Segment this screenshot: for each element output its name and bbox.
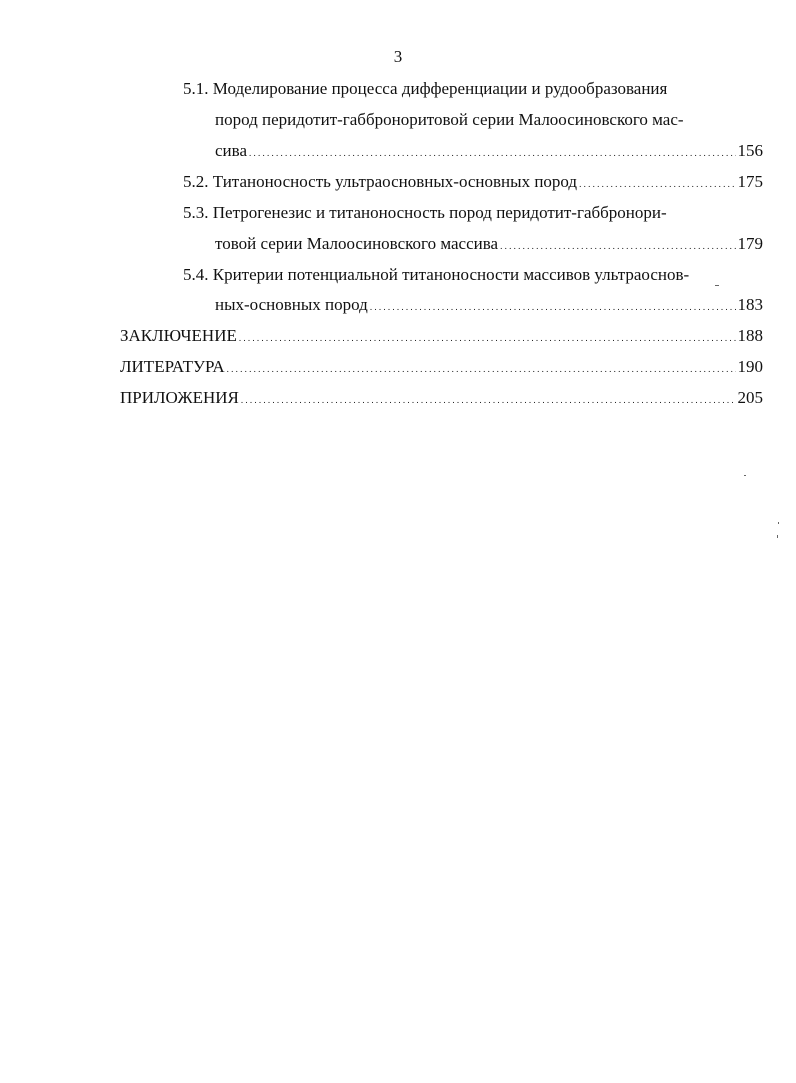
toc-entry-5-4-line-1: 5.4. Критерии потенциальной титаноносности массивов ультраоснов- — [183, 265, 690, 284]
dot-leader — [239, 325, 736, 349]
toc-entry-5-3-text: товой серии Малоосиновского массива — [215, 234, 499, 253]
toc-entry-5-1-text: сива — [215, 141, 247, 160]
scan-speck — [744, 475, 746, 476]
toc-entry-literature-page: 190 — [737, 357, 763, 376]
toc-entry-5-3-line-2[interactable] — [215, 233, 763, 255]
toc-entry-5-2[interactable] — [183, 171, 763, 193]
toc-entry-appendices-text: ПРИЛОЖЕНИЯ — [120, 388, 239, 407]
toc-entry-appendices-page: 205 — [737, 388, 763, 407]
toc-entry-conclusion-text: ЗАКЛЮЧЕНИЕ — [120, 326, 237, 345]
toc-entry-conclusion-page: 188 — [737, 326, 763, 345]
dot-leader — [249, 140, 736, 164]
toc-entry-5-2-text: 5.2. Титаноносность ультраосновных-основных пород — [183, 172, 578, 191]
page-number: 3 — [393, 47, 403, 66]
toc-entry-conclusion[interactable] — [120, 325, 763, 347]
scan-speck — [715, 285, 719, 286]
toc-entry-appendices[interactable] — [120, 387, 763, 409]
dot-leader — [241, 387, 736, 411]
toc-entry-5-3-page: 179 — [737, 234, 763, 253]
toc-entry-5-1-line-2: пород перидотит-габброноритовой серии Малоосиновского мас- — [215, 110, 684, 129]
toc-entry-5-4-page: 183 — [737, 295, 763, 314]
toc-entry-literature[interactable] — [120, 356, 763, 378]
scan-speck — [777, 535, 778, 538]
toc-entry-literature-text: ЛИТЕРАТУРА — [120, 357, 225, 376]
toc-entry-5-1-line-1: 5.1. Моделирование процесса дифференциации и рудообразования — [183, 79, 668, 98]
dot-leader — [227, 356, 736, 380]
toc-entry-5-4-text: ных-основных пород — [215, 295, 368, 314]
toc-entry-5-4-line-2[interactable] — [215, 294, 763, 316]
dot-leader — [370, 294, 736, 318]
toc-entry-5-3-line-1: 5.3. Петрогенезис и титаноносность пород перидотит-габбронори- — [183, 203, 667, 222]
toc-entry-5-1-line-3[interactable] — [215, 140, 763, 162]
toc-entry-5-2-page: 175 — [737, 172, 763, 191]
dot-leader — [579, 171, 735, 195]
dot-leader — [500, 233, 735, 257]
scan-speck — [778, 522, 779, 524]
toc-entry-5-1-page: 156 — [737, 141, 763, 160]
